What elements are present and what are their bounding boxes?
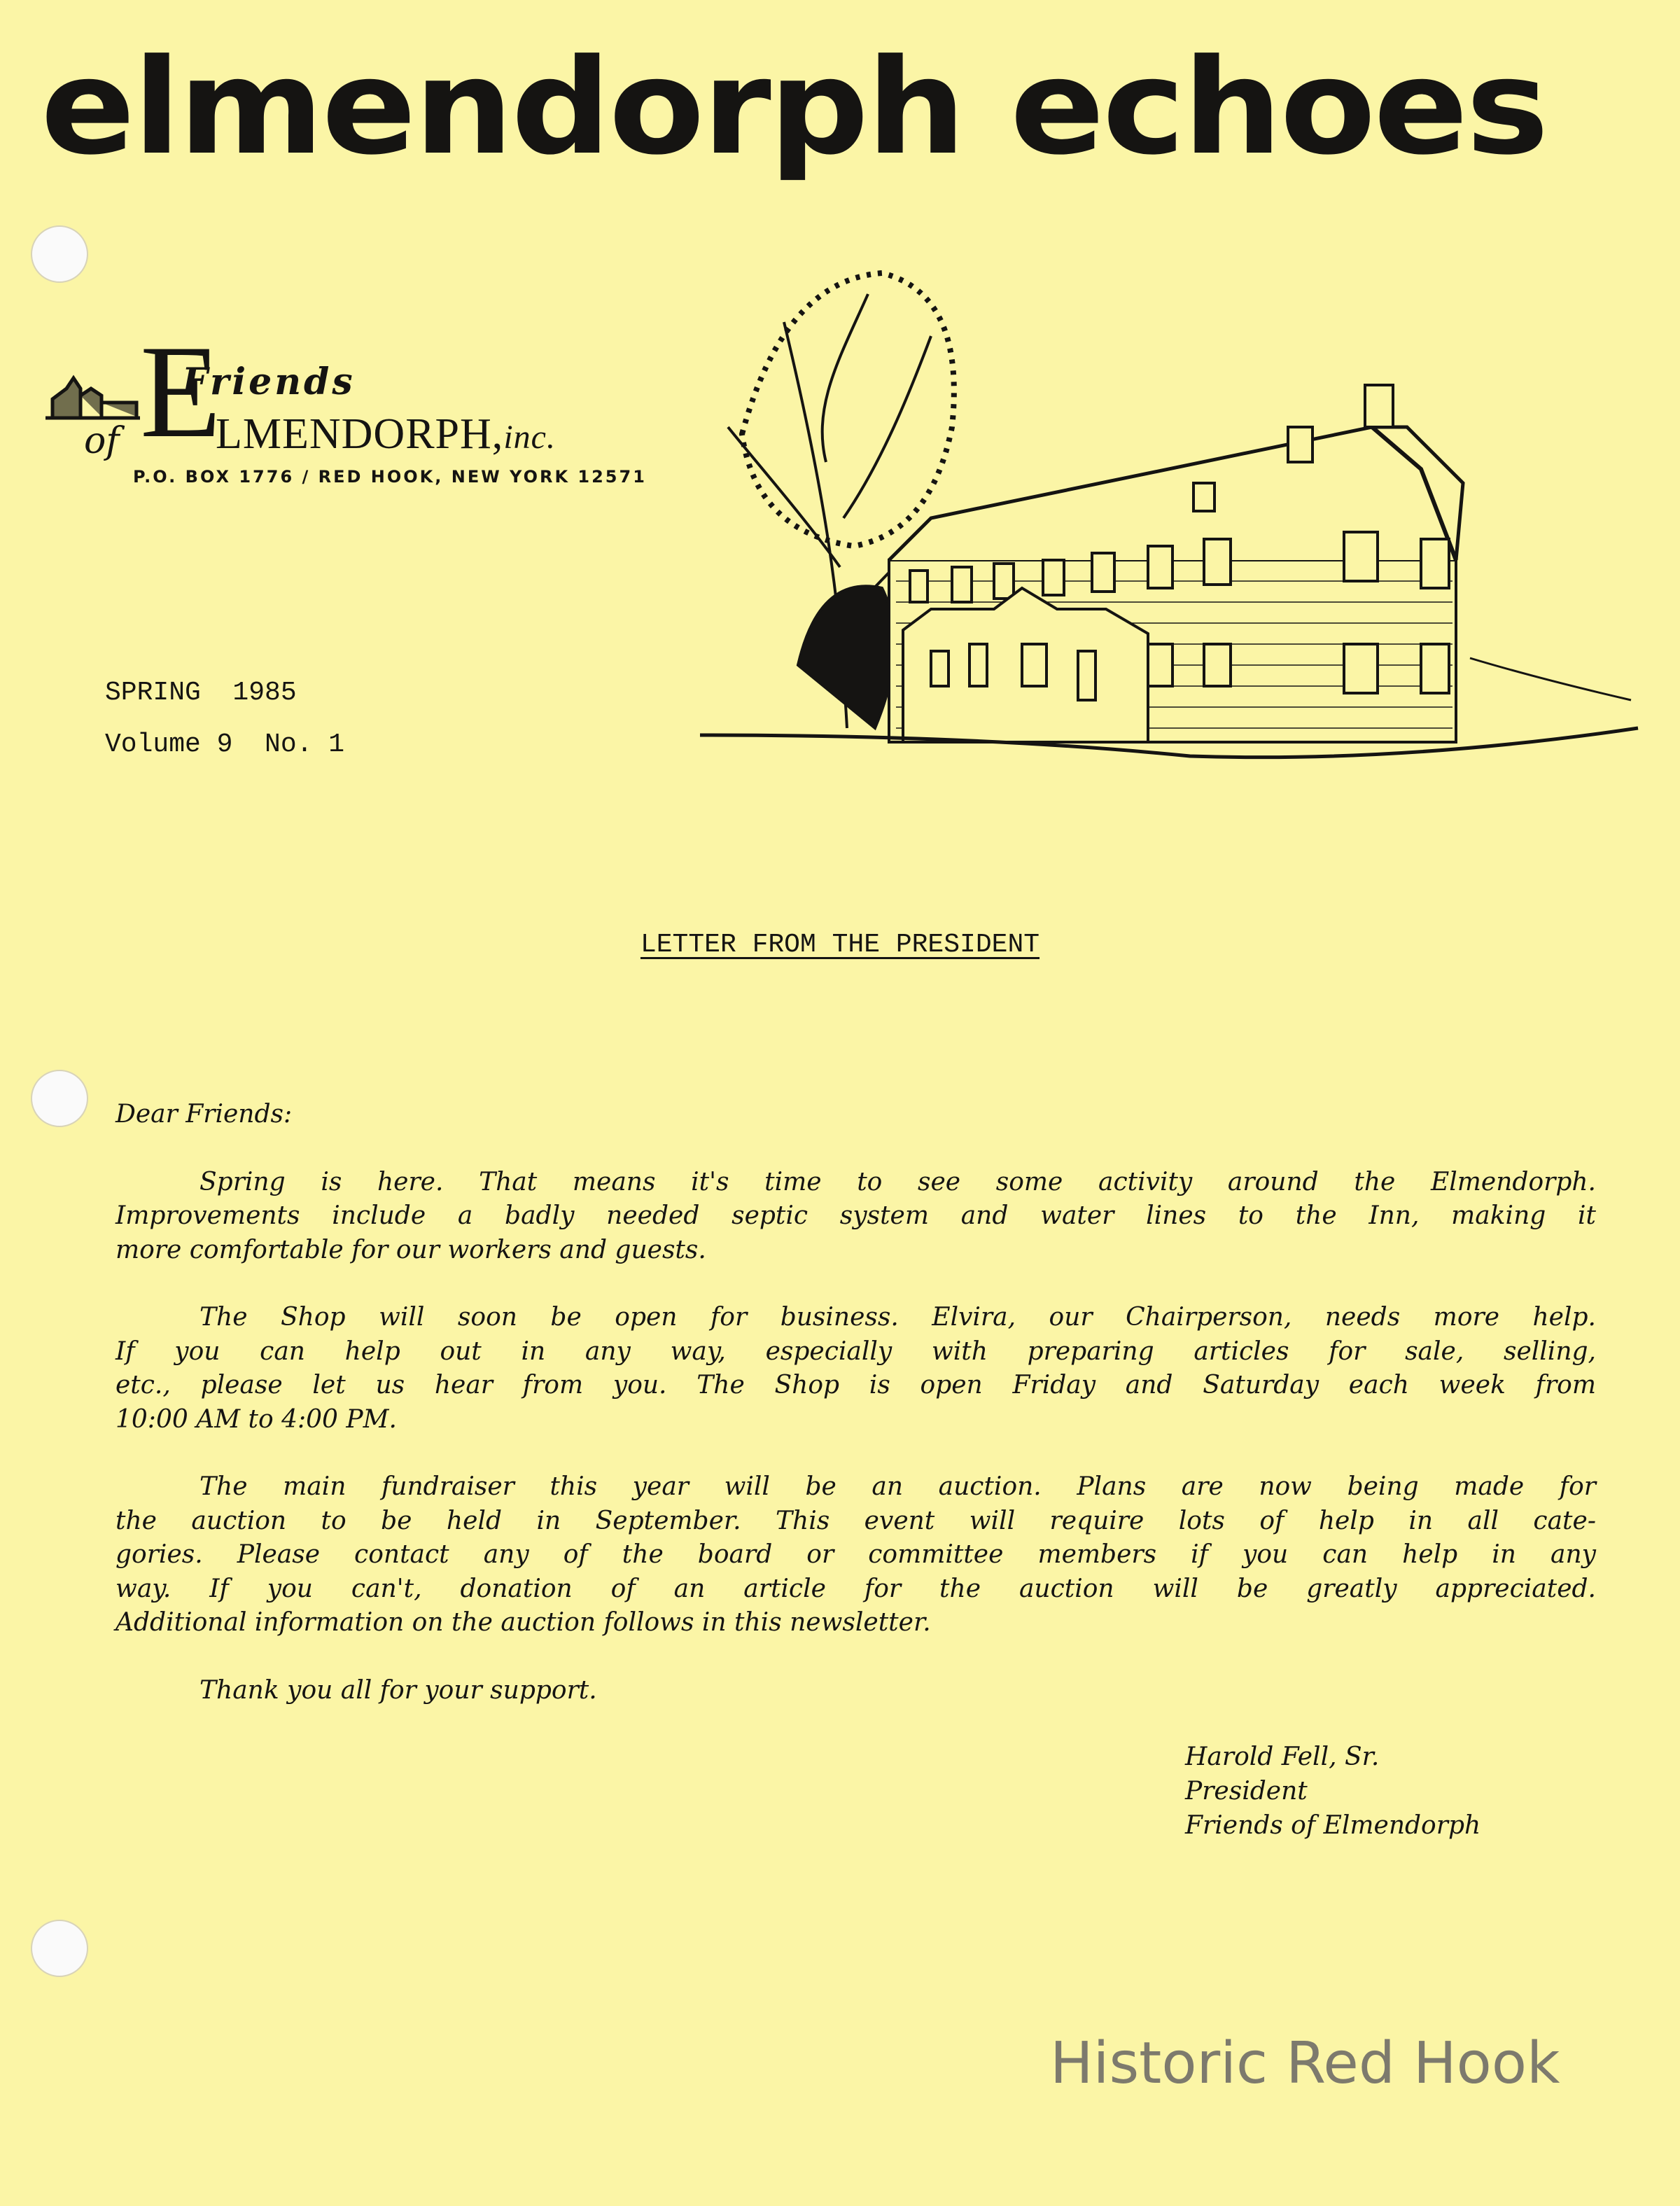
issue-season: SPRING 1985	[105, 678, 297, 708]
friends-logo	[42, 319, 658, 494]
paragraph	[115, 1470, 1596, 1640]
punch-hole	[31, 1920, 88, 1977]
logo-address: P.O. BOX 1776 / RED HOOK, NEW YORK 12571	[133, 467, 647, 487]
paragraph-line: Improvements include a badly needed septic system and water lines to the Inn, making it	[115, 1201, 1596, 1230]
logo-inc: inc.	[503, 419, 556, 456]
logo-of: of	[84, 420, 120, 462]
paragraph-line: way. If you can't, donation of an article for the auction will be greatly appreciated.	[115, 1574, 1596, 1603]
watermark: Historic Red Hook	[1050, 2030, 1560, 2097]
paragraph-line: etc., please let us hear from you. The Shop is open Friday and Saturday each week from	[115, 1371, 1596, 1399]
paragraph	[115, 1166, 1596, 1268]
punch-hole	[31, 1070, 88, 1127]
signature-title: President	[1185, 1777, 1308, 1806]
signature-name: Harold Fell, Sr.	[1185, 1743, 1380, 1771]
paragraph-line: The Shop will soon be open for business. Elvira, our Chairperson, needs more help.	[200, 1303, 1596, 1332]
signature-org: Friends of Elmendorph	[1185, 1811, 1481, 1840]
logo-friends: Friends	[182, 361, 356, 403]
paragraph-line: The main fundraiser this year will be an auction. Plans are now being made for	[200, 1472, 1596, 1501]
paragraph-line: gories. Please contact any of the board or committee members if you can help in any	[115, 1540, 1596, 1569]
paragraph	[115, 1301, 1596, 1437]
paragraph-line: the auction to be held in September. This event will require lots of help in all cate-	[115, 1506, 1596, 1535]
salutation: Dear Friends:	[115, 1100, 293, 1129]
signature-block	[1185, 1740, 1480, 1843]
issue-volume: Volume 9 No. 1	[105, 729, 345, 760]
president-letter	[115, 1098, 1596, 1708]
elmendorph-house-illustration	[700, 252, 1645, 784]
closing-line: Thank you all for your support.	[200, 1675, 597, 1705]
house-icon	[42, 375, 147, 424]
paragraph-line: more comfortable for our workers and guests.	[115, 1235, 706, 1264]
logo-name	[216, 410, 556, 459]
paragraph-line: 10:00 AM to 4:00 PM.	[115, 1404, 397, 1434]
paragraph-line: Spring is here. That means it's time to see some activity around the Elmendorph.	[200, 1167, 1596, 1196]
masthead-title: elmendorph echoes	[41, 31, 1547, 184]
logo-name-text: LMENDORPH,	[216, 410, 504, 458]
letter-heading	[0, 930, 1680, 960]
paragraph-line: If you can help out in any way, especially with preparing articles for sale, selling,	[115, 1336, 1596, 1366]
logo-initial: E	[140, 319, 222, 466]
paragraph-line: Additional information on the auction follows in this newsletter.	[115, 1608, 931, 1637]
punch-hole	[31, 225, 88, 283]
letter-heading-text: LETTER FROM THE PRESIDENT	[640, 930, 1040, 960]
